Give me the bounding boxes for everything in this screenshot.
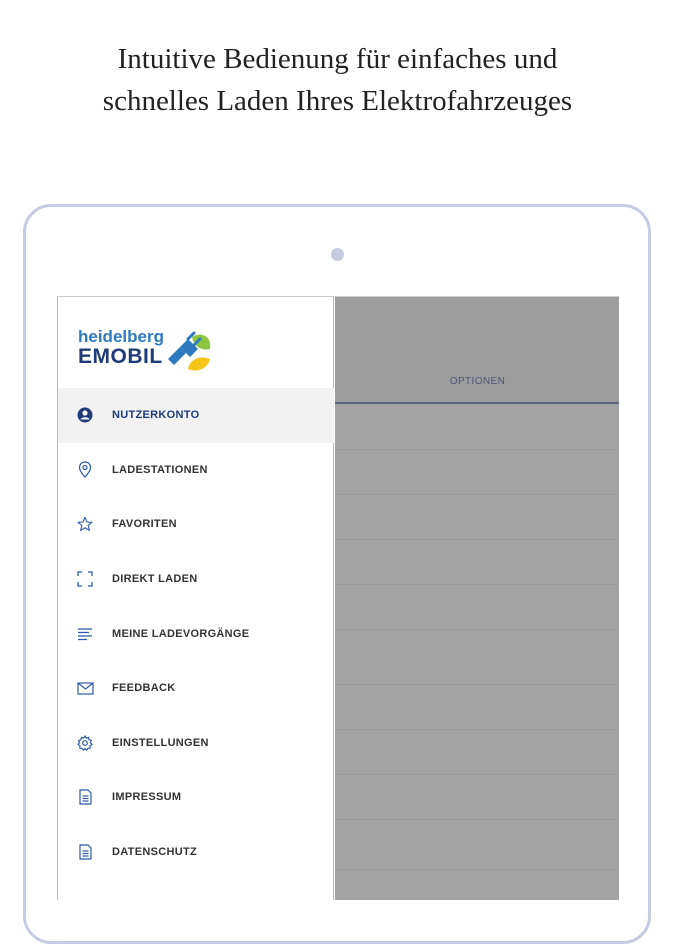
logo-text-bottom: EMOBIL: [78, 345, 163, 368]
menu-item-impressum[interactable]: [58, 770, 334, 825]
logo-text-top: heidelberg: [78, 327, 164, 346]
menu-item-einstellungen[interactable]: [58, 716, 334, 771]
menu-item-ladestationen[interactable]: [58, 443, 334, 498]
app-screen: [57, 296, 619, 900]
headline: [0, 38, 675, 122]
gear-icon: [76, 734, 94, 752]
document-icon: [76, 788, 94, 806]
menu-item-favoriten[interactable]: [58, 497, 334, 552]
headline-line-1: Intuitive Bedienung für einfaches und: [117, 43, 558, 75]
menu-item-label: EINSTELLUNGEN: [112, 736, 209, 749]
user-icon: [76, 406, 94, 424]
headline-line-2: schnelles Laden Ihres Elektrofahrzeuges: [102, 85, 573, 117]
list-icon: [76, 625, 94, 643]
menu-item-nutzerkonto[interactable]: [58, 388, 334, 443]
tab-optionen[interactable]: OPTIONEN: [449, 376, 506, 387]
menu-item-label: FEEDBACK: [112, 682, 176, 695]
menu-item-label: NUTZERKONTO: [112, 409, 200, 422]
star-icon: [76, 515, 94, 533]
menu-item-label: DATENSCHUTZ: [112, 846, 197, 859]
menu-item-feedback[interactable]: [58, 661, 334, 716]
row-divider: [335, 684, 619, 685]
drawer-menu: [58, 388, 334, 879]
menu-item-label: IMPRESSUM: [112, 791, 182, 804]
menu-item-label: FAVORITEN: [112, 518, 177, 531]
menu-item-label: LADESTATIONEN: [112, 463, 208, 476]
menu-item-meine-ladevorgaenge[interactable]: [58, 606, 334, 661]
plug-leaf-icon: [166, 329, 212, 373]
mail-icon: [76, 679, 94, 697]
menu-item-direkt-laden[interactable]: [58, 552, 334, 607]
main-view-header: [335, 297, 619, 404]
row-divider: [335, 774, 619, 775]
row-divider: [335, 584, 619, 585]
scan-icon: [76, 570, 94, 588]
row-divider: [335, 819, 619, 820]
row-divider: [335, 869, 619, 870]
tablet-camera: [331, 248, 344, 261]
menu-item-datenschutz[interactable]: [58, 825, 334, 880]
row-divider: [335, 539, 619, 540]
row-divider: [335, 494, 619, 495]
navigation-drawer: [58, 297, 334, 900]
row-divider: [335, 629, 619, 630]
document-icon: [76, 843, 94, 861]
heidelberg-emobil-logo: [78, 327, 218, 377]
menu-item-label: MEINE LADEVORGÄNGE: [112, 627, 250, 640]
menu-item-label: DIREKT LADEN: [112, 573, 198, 586]
location-pin-icon: [76, 461, 94, 479]
row-divider: [335, 449, 619, 450]
dimmed-main-view[interactable]: [335, 297, 619, 900]
row-divider: [335, 729, 619, 730]
